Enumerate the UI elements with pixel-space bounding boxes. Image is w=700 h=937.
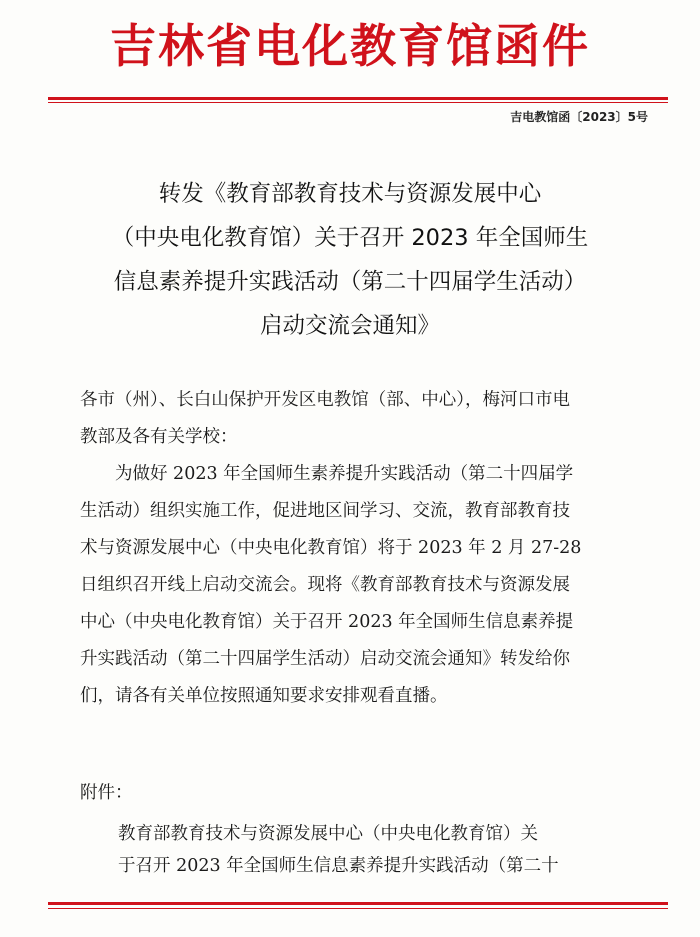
footer-rule-thick <box>48 902 668 905</box>
letterhead-rule-thick <box>48 97 668 100</box>
attachment-item <box>118 818 658 882</box>
document-title <box>60 172 640 348</box>
paragraph-line: 们，请各有关单位按照通知要求安排观看直播。 <box>80 686 448 706</box>
paragraph-line: 日组织召开线上启动交流会。现将《教育部教育技术与资源发展 <box>80 575 570 595</box>
title-line: 信息素养提升实践活动（第二十四届学生活动） <box>113 269 587 295</box>
paragraph-line: 术与资源发展中心（中央电化教育馆）将于 2023 年 2 月 27-28 <box>80 538 582 558</box>
footer-rule-thin <box>48 908 668 909</box>
title-line: 转发《教育部教育技术与资源发展中心 <box>158 181 542 207</box>
paragraph-line: 升实践活动（第二十四届学生活动）启动交流会通知》转发给你 <box>80 649 570 669</box>
paragraph-line: 中心（中央电化教育馆）关于召开 2023 年全国师生信息素养提 <box>80 612 574 632</box>
paragraph-line: 为做好 2023 年全国师生素养提升实践活动（第二十四届学 <box>80 464 574 484</box>
salutation <box>80 382 650 456</box>
title-line: 启动交流会通知》 <box>259 313 440 339</box>
title-line: （中央电化教育馆）关于召开 2023 年全国师生 <box>111 225 589 251</box>
salutation-line: 各市（州）、长白山保护开发区电教馆（部、中心），梅河口市电 <box>80 390 570 410</box>
salutation-line: 教部及各有关学校： <box>80 427 238 447</box>
paragraph-line: 生活动）组织实施工作，促进地区间学习、交流，教育部教育技 <box>80 501 570 521</box>
attachment-line: 于召开 2023 年全国师生信息素养提升实践活动（第二十 <box>118 856 559 876</box>
attachment-line: 教育部教育技术与资源发展中心（中央电化教育馆）关 <box>118 824 538 844</box>
attachment-label: 附件： <box>80 783 133 803</box>
body-paragraph <box>80 456 650 715</box>
letterhead-title: 吉林省电化教育馆函件 <box>110 19 590 73</box>
document-number: 吉电教馆函〔2023〕5号 <box>510 110 648 124</box>
letterhead-rule-thin <box>48 102 668 103</box>
